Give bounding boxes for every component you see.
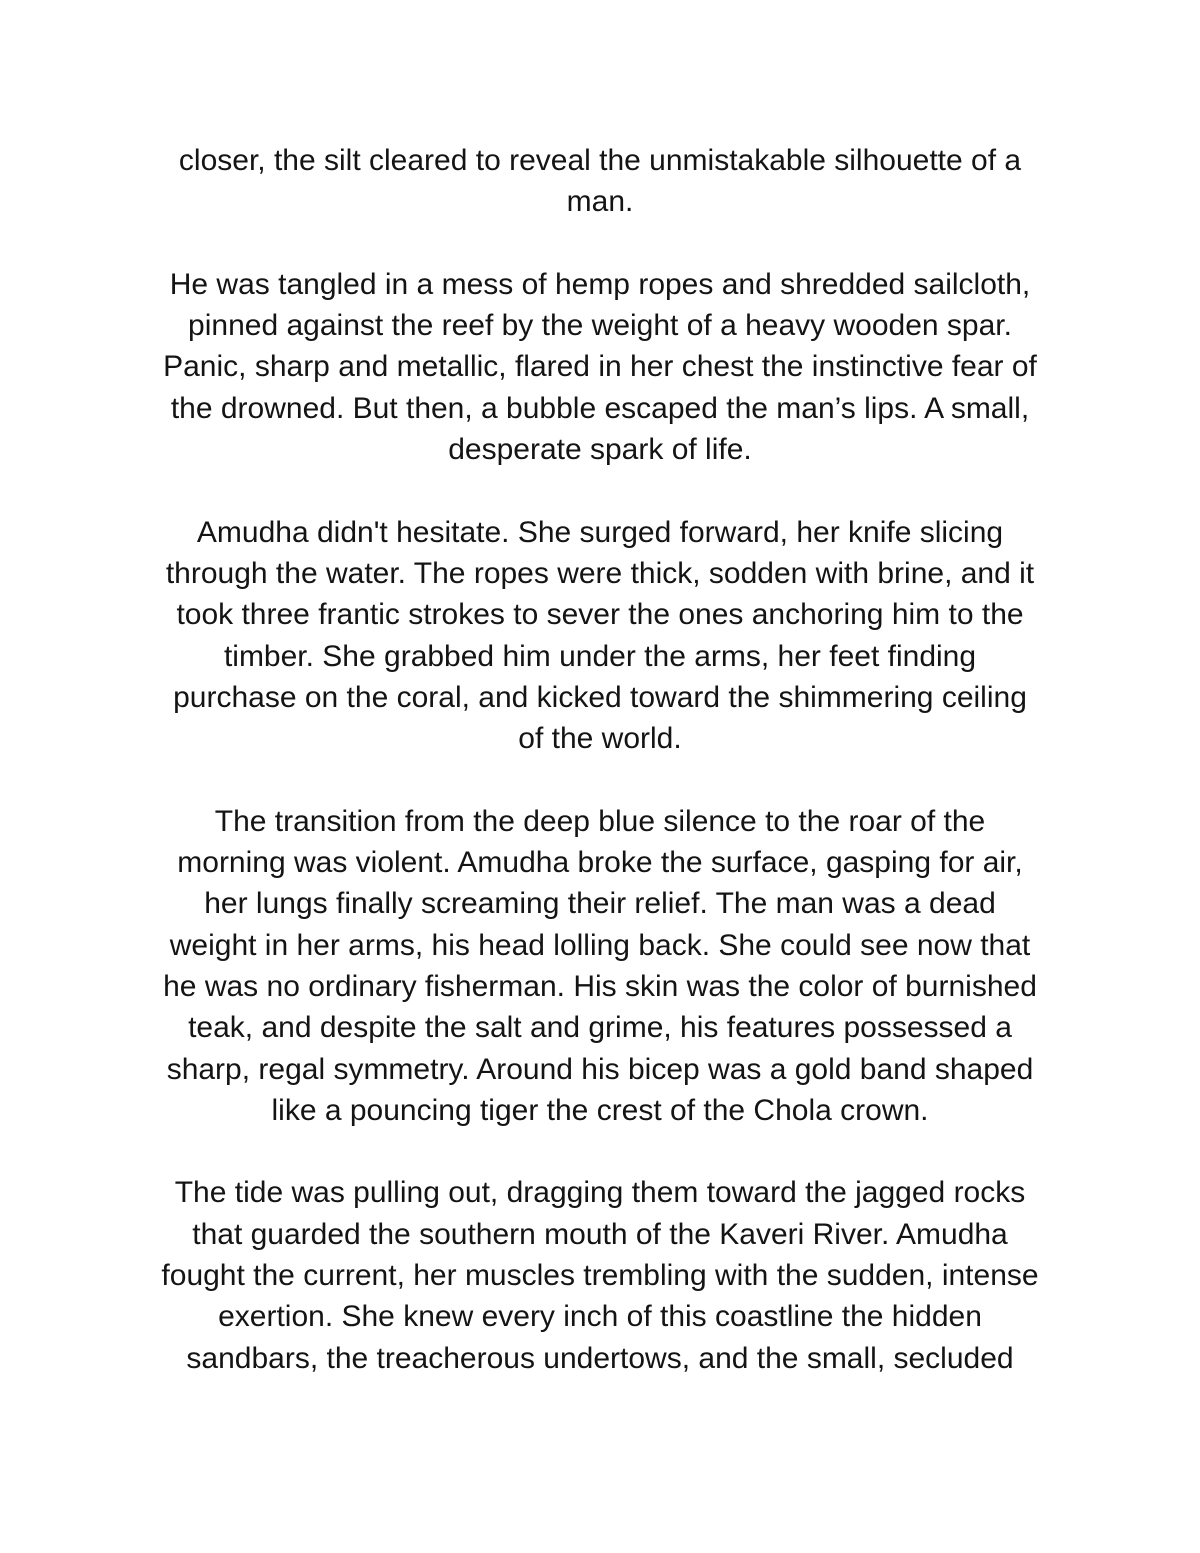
- paragraph-3: [130, 512, 1070, 760]
- text-line: The transition from the deep blue silence to the roar of the: [214, 804, 986, 838]
- paragraph-1: [130, 140, 1070, 223]
- text-line: desperate spark of life.: [448, 433, 752, 467]
- text-line: the drowned. But then, a bubble escaped the man’s lips. A small,: [170, 391, 1030, 425]
- text-line: Panic, sharp and metallic, flared in her chest the instinctive fear of: [163, 350, 1037, 384]
- text-line: that guarded the southern mouth of the Kaveri River. Amudha: [192, 1217, 1008, 1251]
- text-line: like a pouncing tiger the crest of the Chola crown.: [271, 1093, 929, 1127]
- text-line: timber. She grabbed him under the arms, her feet finding: [223, 639, 977, 673]
- text-line: The tide was pulling out, dragging them toward the jagged rocks: [174, 1176, 1026, 1210]
- text-line: He was tangled in a mess of hemp ropes and shredded sailcloth,: [169, 267, 1031, 301]
- text-line: sandbars, the treacherous undertows, and the small, secluded: [186, 1341, 1014, 1375]
- text-line: of the world.: [518, 722, 682, 756]
- text-line: pinned against the reef by the weight of a heavy wooden spar.: [188, 309, 1012, 343]
- text-line: fought the current, her muscles trembling with the sudden, intense: [161, 1259, 1039, 1293]
- document-page: [130, 140, 1070, 1420]
- paragraph-4: [130, 801, 1070, 1131]
- text-line: exertion. She knew every inch of this coastline the hidden: [218, 1300, 982, 1334]
- text-line: purchase on the coral, and kicked toward the shimmering ceiling: [173, 680, 1027, 714]
- text-line: Amudha didn't hesitate. She surged forward, her knife slicing: [196, 515, 1004, 549]
- text-line: weight in her arms, his head lolling back. She could see now that: [169, 928, 1031, 962]
- text-line: teak, and despite the salt and grime, his features possessed a: [188, 1011, 1012, 1045]
- text-line: sharp, regal symmetry. Around his bicep was a gold band shaped: [166, 1052, 1034, 1086]
- paragraph-5: [130, 1172, 1070, 1378]
- text-line: closer, the silt cleared to reveal the unmistakable silhouette of a: [178, 144, 1022, 177]
- paragraph-2: [130, 264, 1070, 470]
- text-line: morning was violent. Amudha broke the surface, gasping for air,: [177, 846, 1023, 880]
- text-line: took three frantic strokes to sever the ones anchoring him to the: [176, 598, 1024, 632]
- text-line: he was no ordinary fisherman. His skin was the color of burnished: [163, 969, 1037, 1003]
- text-line: through the water. The ropes were thick, sodden with brine, and it: [165, 556, 1035, 590]
- text-line: her lungs finally screaming their relief. The man was a dead: [204, 887, 996, 921]
- text-line: man.: [566, 185, 634, 219]
